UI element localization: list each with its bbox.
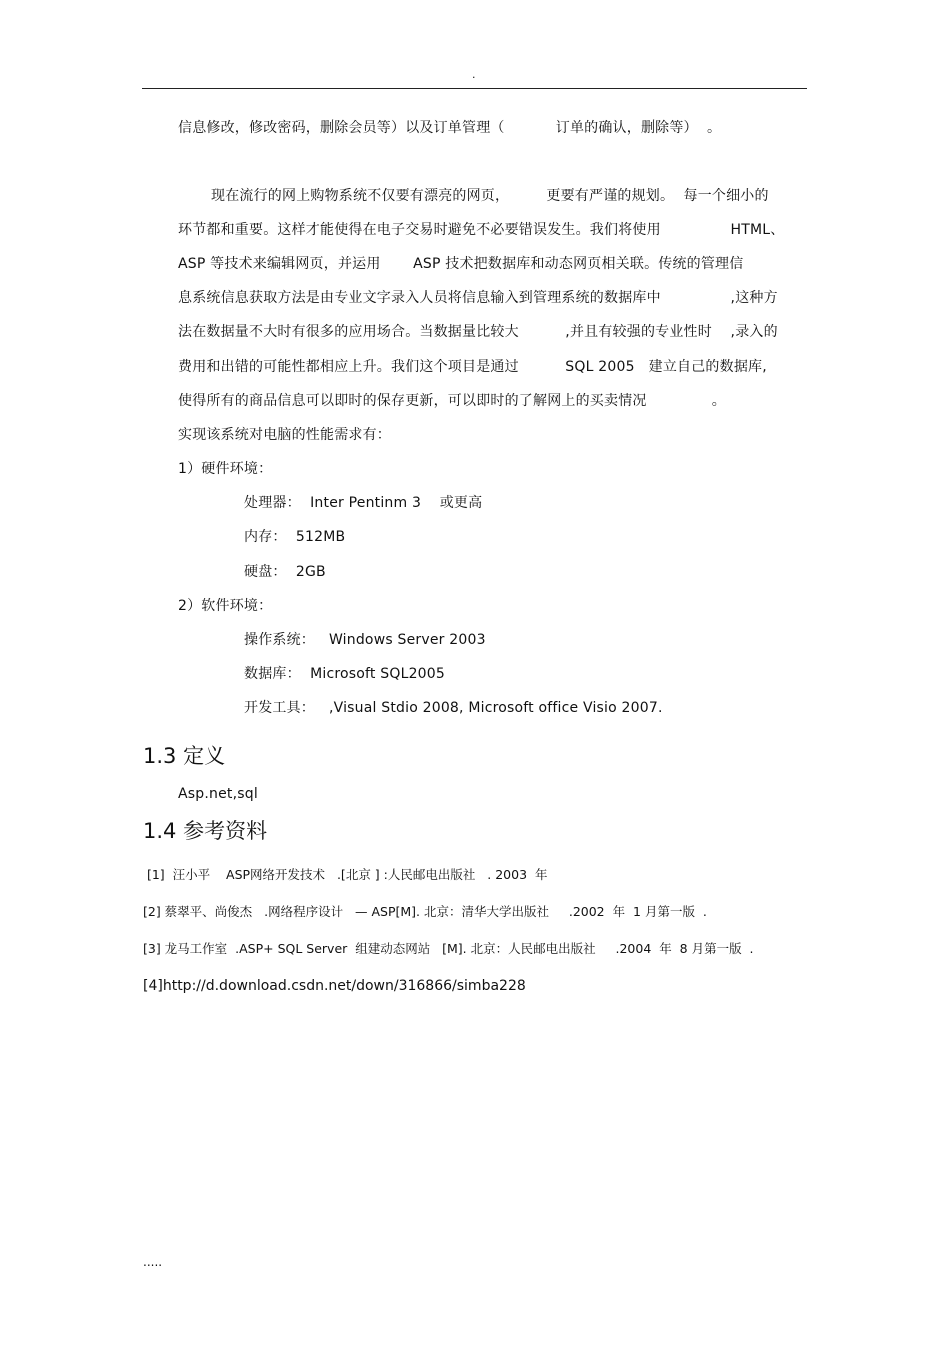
para-line-3: ASP 等技术来编辑网页，并运用 ASP 技术把数据库和动态网页相关联。传统的管理信: [178, 256, 744, 272]
section-1-4-heading: 1.4 参考资料: [143, 819, 268, 843]
hw-memory: 内存： 512MB: [244, 529, 346, 545]
reference-3: [3] 龙马工作室 .ASP+ SQL Server 组建动态网站 [M]. 北京：人民邮电出版社 .2004 年 8 月第一版 .: [143, 941, 754, 956]
header-dot: .: [472, 68, 476, 81]
para-line-5: 法在数据量不大时有很多的应用场合。当数据量比较大 ,并且有较强的专业性时 ,录入的: [178, 324, 778, 340]
body-line-1: 信息修改，修改密码，删除会员等）以及订单管理（ 订单的确认，删除等） 。: [178, 120, 722, 136]
sw-devtools: 开发工具： ,Visual Stdio 2008, Microsoft office Visio 2007.: [244, 700, 663, 716]
reference-1: [1] 汪小平 ASP网络开发技术 .[北京 ] :人民邮电出版社 . 2003 年: [143, 867, 548, 882]
sw-os: 操作系统： Windows Server 2003: [244, 632, 486, 648]
hw-title: 1）硬件环境：: [178, 461, 273, 477]
section-1-3-heading: 1.3 定义: [143, 744, 226, 768]
hw-disk: 硬盘： 2GB: [244, 564, 326, 580]
header-rule: [142, 88, 807, 89]
reference-2: [2] 蔡翠平、尚俊杰 .网络程序设计 — ASP[M]. 北京：清华大学出版社 .2002 年 1 月第一版 .: [143, 904, 707, 919]
sw-database: 数据库： Microsoft SQL2005: [244, 666, 445, 682]
para-line-7: 使得所有的商品信息可以即时的保存更新，可以即时的了解网上的买卖情况 。: [178, 393, 726, 409]
footer-dots: .....: [143, 1255, 163, 1269]
para-line-2: 环节都和重要。这样才能使得在电子交易时避免不必要错误发生。我们将使用 HTML、: [178, 222, 785, 238]
sw-title: 2）软件环境：: [178, 598, 273, 614]
perf-intro: 实现该系统对电脑的性能需求有：: [178, 427, 391, 443]
para-line-4: 息系统信息获取方法是由专业文字录入人员将信息输入到管理系统的数据库中 ,这种方: [178, 290, 778, 306]
para-line-1: 现在流行的网上购物系统不仅要有漂亮的网页， 更要有严谨的规划。 每一个细小的: [211, 188, 769, 204]
reference-4-link[interactable]: [4]http://d.download.csdn.net/down/316866/simba228: [143, 978, 526, 994]
para-line-6: 费用和出错的可能性都相应上升。我们这个项目是通过 SQL 2005 建立自己的数据库,: [178, 359, 767, 375]
section-1-3-text: Asp.net,sql: [178, 786, 258, 802]
hw-cpu: 处理器： Inter Pentinm 3 或更高: [244, 495, 483, 511]
